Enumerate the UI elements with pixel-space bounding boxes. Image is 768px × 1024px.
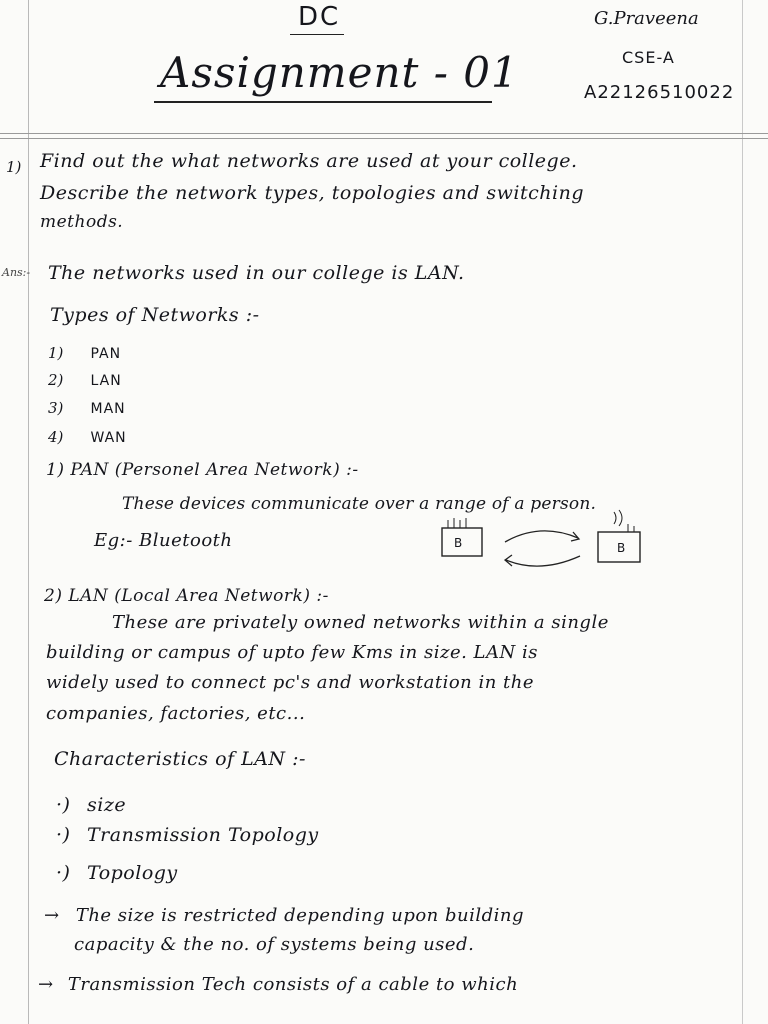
device-label-right: B <box>617 541 627 555</box>
list-label: LAN <box>90 373 122 389</box>
types-heading: Types of Networks :- <box>50 304 260 326</box>
list-number: 1) <box>48 344 64 362</box>
list-item <box>56 794 126 816</box>
bullet-icon: ·) <box>56 794 71 816</box>
bullet-icon: ·) <box>56 824 71 846</box>
pan-example: Eg:- Bluetooth <box>94 530 233 551</box>
device-label-left: B <box>454 536 464 550</box>
list-item <box>48 370 122 389</box>
arrow-icon: → <box>44 905 60 926</box>
assignment-title: Assignment - 01 <box>160 48 519 97</box>
arrow-icon: → <box>38 974 54 995</box>
list-item <box>56 824 319 846</box>
characteristics-heading: Characteristics of LAN :- <box>54 748 306 770</box>
header-rule-1 <box>0 133 768 134</box>
subject-underline <box>290 34 344 35</box>
note-text: The size is restricted depending upon building <box>75 905 525 926</box>
list-label: MAN <box>90 401 126 417</box>
lan-heading: 2) LAN (Local Area Network) :- <box>44 586 329 606</box>
question-line: Describe the network types, topologies and switching <box>40 182 585 204</box>
list-label: size <box>87 794 127 816</box>
list-number: 3) <box>48 399 64 417</box>
list-number: 4) <box>48 428 64 446</box>
question-number: 1) <box>6 158 22 176</box>
note-line <box>44 905 524 926</box>
list-label: Topology <box>87 862 178 884</box>
list-number: 2) <box>48 371 64 389</box>
pan-description: These devices communicate over a range of a person. <box>122 494 597 514</box>
note-text: Transmission Tech consists of a cable to which <box>67 974 519 995</box>
answer-intro: The networks used in our college is LAN. <box>48 262 465 284</box>
list-label: PAN <box>90 346 122 362</box>
list-item <box>48 427 127 446</box>
lan-line: building or campus of upto few Kms in size. LAN is <box>46 642 538 663</box>
lan-line: widely used to connect pc's and workstation in the <box>46 672 535 693</box>
student-section: CSE-A <box>622 48 675 67</box>
question-line: methods. <box>40 212 124 232</box>
title-underline <box>154 101 492 103</box>
note-text: capacity & the no. of systems being used. <box>74 934 475 955</box>
list-label: Transmission Topology <box>87 824 319 846</box>
list-label: WAN <box>90 430 127 446</box>
lan-line: companies, factories, etc... <box>46 703 306 724</box>
list-item <box>48 343 121 362</box>
student-name: G.Praveena <box>594 8 699 29</box>
answer-marker: Ans:- <box>2 266 31 279</box>
list-item <box>48 398 126 417</box>
pan-heading: 1) PAN (Personel Area Network) :- <box>46 460 359 480</box>
lan-line: These are privately owned networks within a single <box>112 612 609 633</box>
list-item <box>56 862 178 884</box>
question-line: Find out the what networks are used at your college. <box>40 150 578 172</box>
note-line <box>74 934 474 955</box>
student-roll-number: A22126510022 <box>584 82 735 103</box>
subject-heading: DC <box>298 2 341 32</box>
header-rule-2 <box>0 138 768 139</box>
bullet-icon: ·) <box>56 862 71 884</box>
note-line <box>38 974 518 995</box>
